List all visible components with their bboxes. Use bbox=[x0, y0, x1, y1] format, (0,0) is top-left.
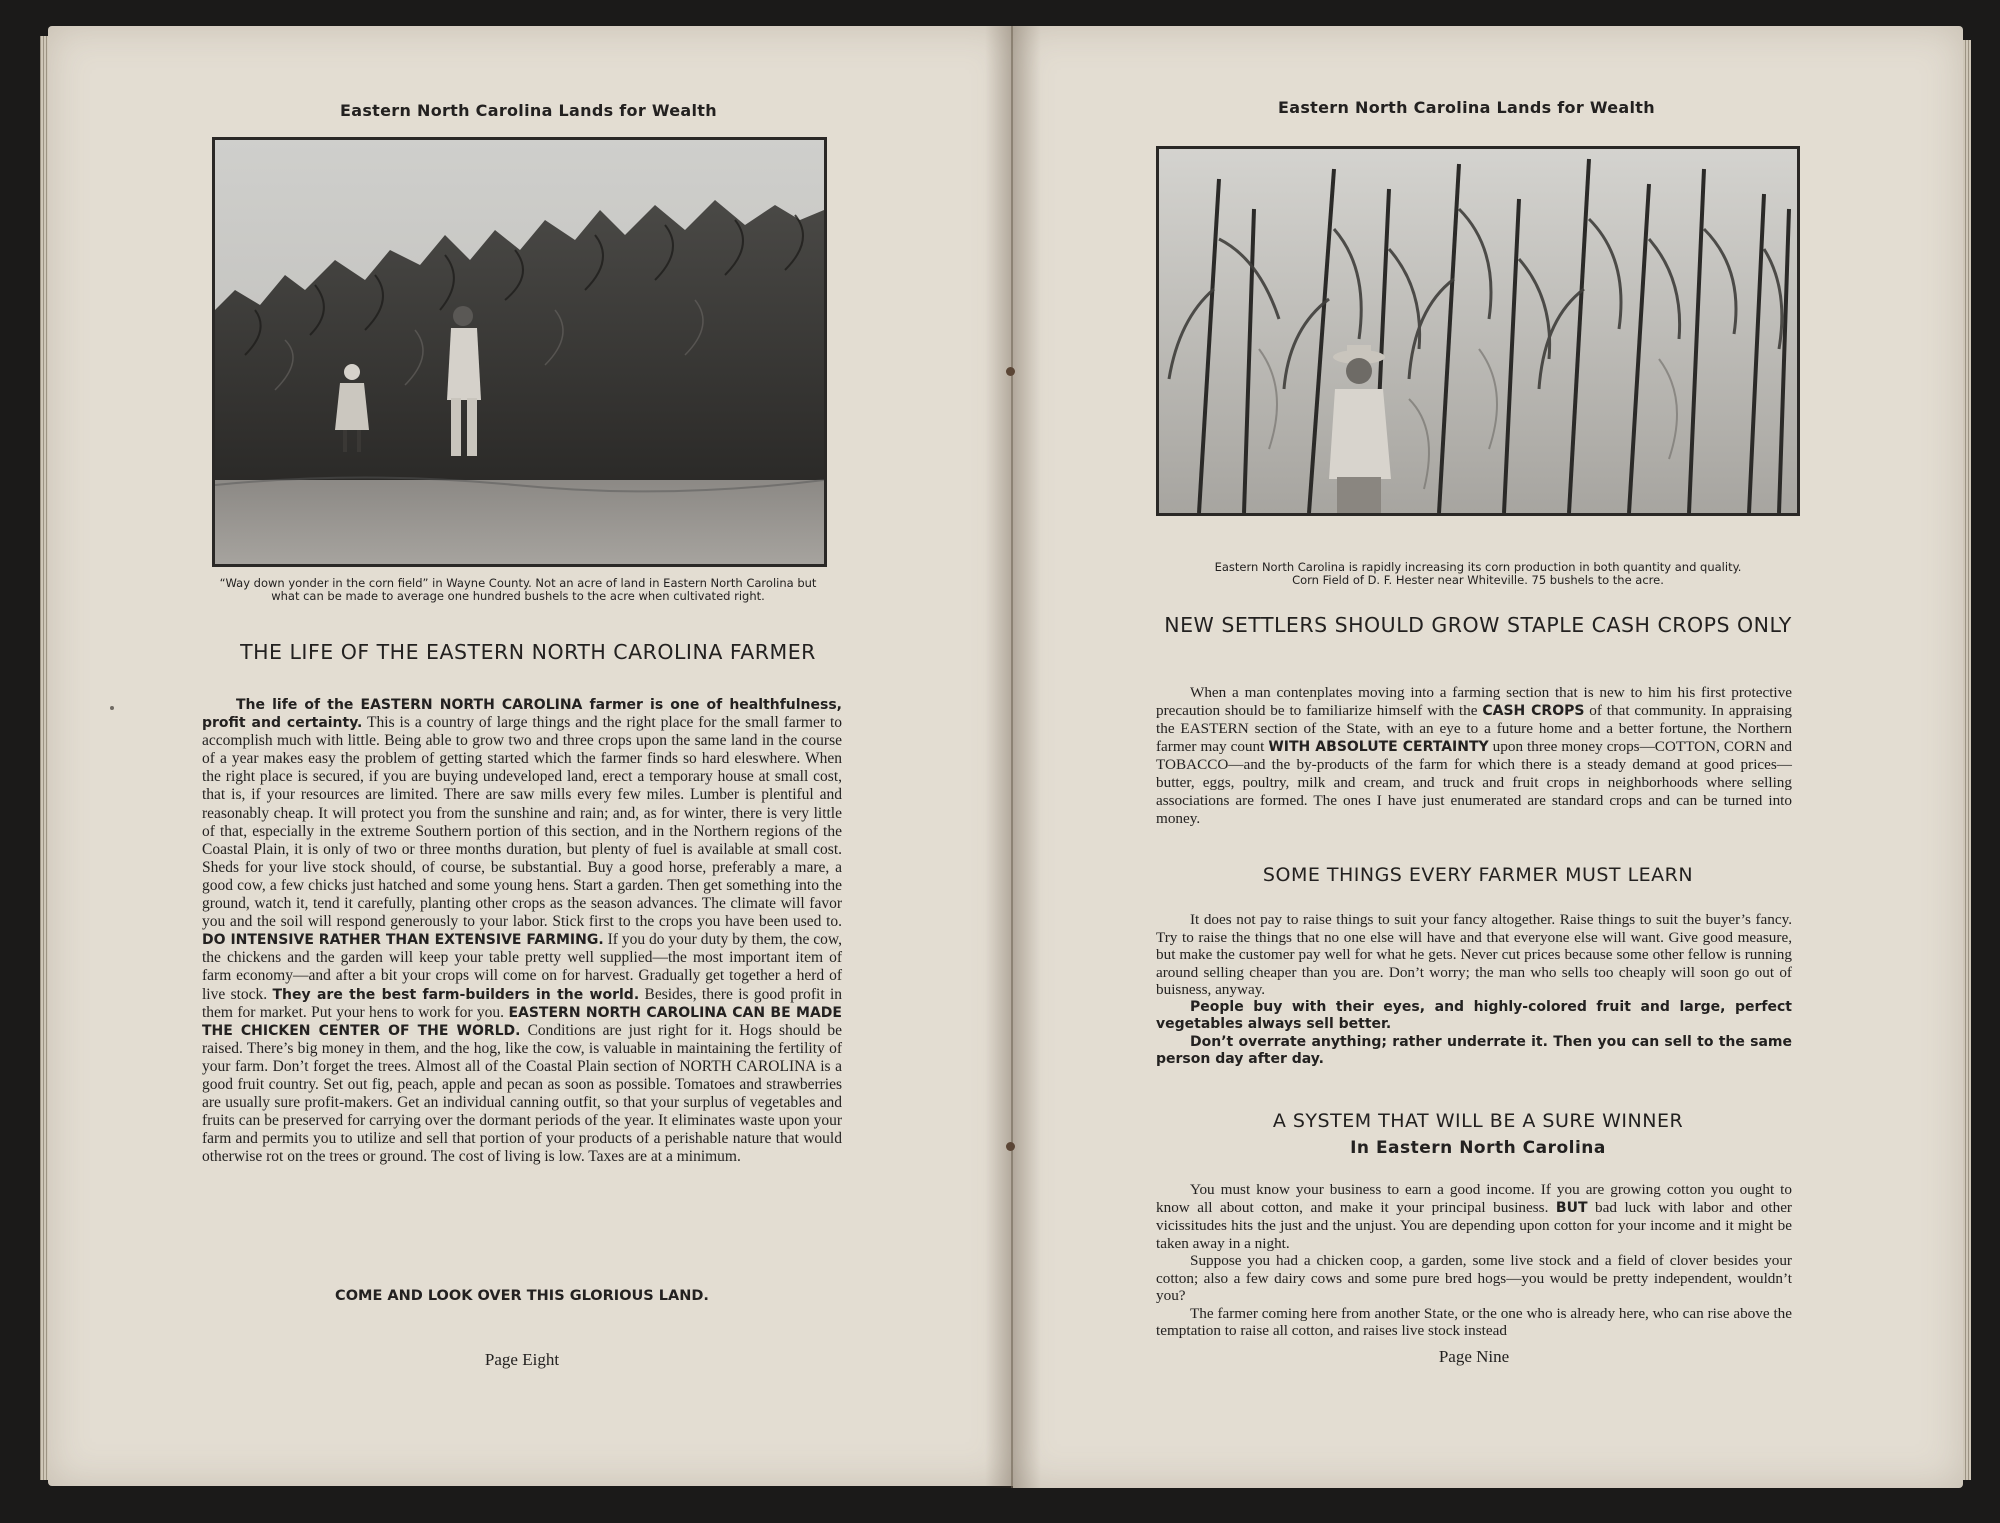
left-section-title: THE LIFE OF THE EASTERN NORTH CAROLINA FARMER bbox=[240, 640, 816, 664]
cornfield-illustration-2 bbox=[1159, 149, 1797, 513]
right-running-head: Eastern North Carolina Lands for Wealth bbox=[1278, 98, 1655, 117]
body-segment: Conditions are just right for it. Hogs should be raised. There’s big money in them, and the hog, like the cow, is valuable in maintaining the fertility of your farm. Don’t forget the trees. Almost all of the Coastal Plain section of NORTH CAROLINA is a good fruit country. Set out fig, peach, apple and pecan as soon as possible. Tomatoes and strawberries are usually sure profit-makers. Get an individual canning outfit, so that your surplus of vegetables and fruits can be preserved for carrying over the dormant periods of the year. It eliminates waste upon your farm and permits you to utilize and sell that portion of your products of a perishable nature that would otherwise rot on the trees or ground. The cost of living is low. Taxes are at a minimum. bbox=[202, 1021, 842, 1166]
body-segment: bad luck with labor and other vicissitudes hits the just and the unjust. You are depending upon cotton for your income and it might be taken away in a night. bbox=[1156, 1198, 1792, 1252]
left-page-edges bbox=[40, 36, 48, 1480]
section2-paragraph-1: It does not pay to raise things to suit your fancy altogether. Raise things to suit the buyer’s fancy. Try to raise the things that no one else will have and that everyone else will want. Give good measure, but make the customer pay well for what he gets. Never cut prices because some other fellow is running around selling cheaper than you are. Don’t worry; the man who sells too cheaply will soon go out of buisness, anyway. bbox=[1156, 911, 1792, 998]
staple-bottom bbox=[1006, 1142, 1015, 1151]
cornfield-photo-wayne-county bbox=[212, 137, 827, 567]
bold-but: BUT bbox=[1555, 1199, 1588, 1216]
body-segment: If you do your duty by them, the cow, the chickens and the garden will keep your table pretty well supplied—the most important item of farm economy—and after a bit your crops will come on for harvest. Gradually get together a herd of live stock. bbox=[202, 931, 842, 1003]
bold-intro: The life of the EASTERN NORTH CAROLINA farmer is one of healthfulness, profit and certainty. bbox=[202, 697, 842, 732]
left-page bbox=[48, 26, 1013, 1486]
right-section3-text bbox=[1156, 1181, 1792, 1340]
bold-chicken-center: EASTERN NORTH CAROLINA CAN BE MADE THE CHICKEN CENTER OF THE WORLD. bbox=[202, 1004, 842, 1039]
bold-intensive-farming: DO INTENSIVE RATHER THAN EXTENSIVE FARMING. bbox=[202, 932, 604, 949]
center-fold bbox=[1011, 26, 1013, 1488]
body-segment: You must know your business to earn a good income. If you are growing cotton you ought to know all about cotton, and make it your principal business. bbox=[1156, 1181, 1792, 1216]
right-section1-text bbox=[1156, 684, 1792, 828]
right-photo-caption-line2: Corn Field of D. F. Hester near Whiteville. 75 bushels to the acre. bbox=[1292, 573, 1664, 587]
right-section1-title: NEW SETTLERS SHOULD GROW STAPLE CASH CROPS ONLY bbox=[1164, 613, 1792, 637]
staple-top bbox=[1006, 367, 1015, 376]
section3-paragraph-2: Suppose you had a chicken coop, a garden, some live stock and a field of clover besides your cotton; also a few dairy cows and some pure bred hogs—you would be pretty independent, wouldn’t you? bbox=[1156, 1252, 1792, 1304]
body-segment: When a man contenplates moving into a farming section that is new to him his first protective precaution should be to familiarize himself with the bbox=[1156, 684, 1792, 719]
body-segment: of that community. In appraising the EASTERN section of the State, with an eye to a future home and a better fortune, the Northern farmer may count bbox=[1156, 702, 1792, 755]
left-page-number: Page Eight bbox=[484, 1350, 560, 1369]
right-section3-title: A SYSTEM THAT WILL BE A SURE WINNER bbox=[1272, 1110, 1684, 1132]
bold-cash-crops: CASH CROPS bbox=[1482, 703, 1585, 719]
right-photo-caption bbox=[1143, 561, 1813, 587]
cornfield-illustration bbox=[215, 140, 824, 564]
section3-paragraph-3: The farmer coming here from another State, or the one who is already here, who can rise above the temptation to raise all cotton, and raises live stock instead bbox=[1156, 1304, 1792, 1339]
body-segment: This is a country of large things and the right place for the small farmer to accomplish much with little. Being able to grow two and three crops upon the same land in the course of a year makes easy the problem of getting started which the farmer finds so hard eleswhere. When the right place is secured, if you are buying undeveloped land, erect a temporary house at small cost, that is, if your resources are limited. There are saw mills every few miles. Lumber is plentiful and reasonably cheap. It will protect you from the sunshine and rain; and, as for winter, there is very little of that, especially in the extreme Southern portion of this section, and in the Northern regions of the Coastal Plain, it is only of two or three months duration, but plenty of fuel is available at small cost. Sheds for your live stock should, of course, be substantial. Buy a good horse, preferably a mare, a good cow, a few chicks just hatched and some young hens. Start a garden. Then get something into the ground, watch it, tend it carefully, planting other crops as the season advances. The climate will favor you and the soil will respond generously to your labor. Stick first to the crops you have been used to. bbox=[202, 714, 842, 931]
cornfield-photo-hester bbox=[1156, 146, 1800, 516]
body-segment: Besides, there is good profit in them for market. Put your hens to work for you. bbox=[202, 985, 843, 1021]
right-section2-text bbox=[1156, 911, 1792, 1069]
right-page-edges bbox=[1963, 40, 1971, 1480]
section2-paragraph-3: Don’t overrate anything; rather underrate it. Then you can sell to the same person day after day. bbox=[1156, 1033, 1792, 1067]
left-closing-line: COME AND LOOK OVER THIS GLORIOUS LAND. bbox=[335, 1288, 709, 1304]
left-body-text bbox=[202, 696, 842, 1166]
right-page-number: Page Nine bbox=[1438, 1347, 1510, 1366]
body-segment: upon three money crops—COTTON, CORN and TOBACCO—and the by-products of the farm for which there is a steady demand at good prices—butter, eggs, poultry, milk and cream, and truck and fruit crops in neighborhoods where selling associations are formed. The ones I have just enumerated are standard crops and can be turned into money. bbox=[1156, 738, 1792, 827]
right-section3-subtitle: In Eastern North Carolina bbox=[1350, 1138, 1606, 1158]
left-photo-caption: “Way down yonder in the corn field” in Wayne County. Not an acre of land in Eastern North Carolina but what can be made to average one hundred bushels to the acre when cultivated right. bbox=[219, 576, 817, 603]
bold-farm-builders: They are the best farm-builders in the world. bbox=[272, 986, 640, 1003]
right-section2-title: SOME THINGS EVERY FARMER MUST LEARN bbox=[1262, 864, 1694, 886]
right-photo-caption-line1: Eastern North Carolina is rapidly increasing its corn production in both quantity and quality. bbox=[1214, 560, 1742, 574]
left-running-head: Eastern North Carolina Lands for Wealth bbox=[340, 101, 717, 120]
paper-speck bbox=[110, 706, 114, 710]
bold-absolute-certainty: WITH ABSOLUTE CERTAINTY bbox=[1268, 739, 1489, 755]
right-page bbox=[1013, 26, 1963, 1488]
section2-paragraph-2: People buy with their eyes, and highly-colored fruit and large, perfect vegetables always sell better. bbox=[1156, 998, 1792, 1032]
